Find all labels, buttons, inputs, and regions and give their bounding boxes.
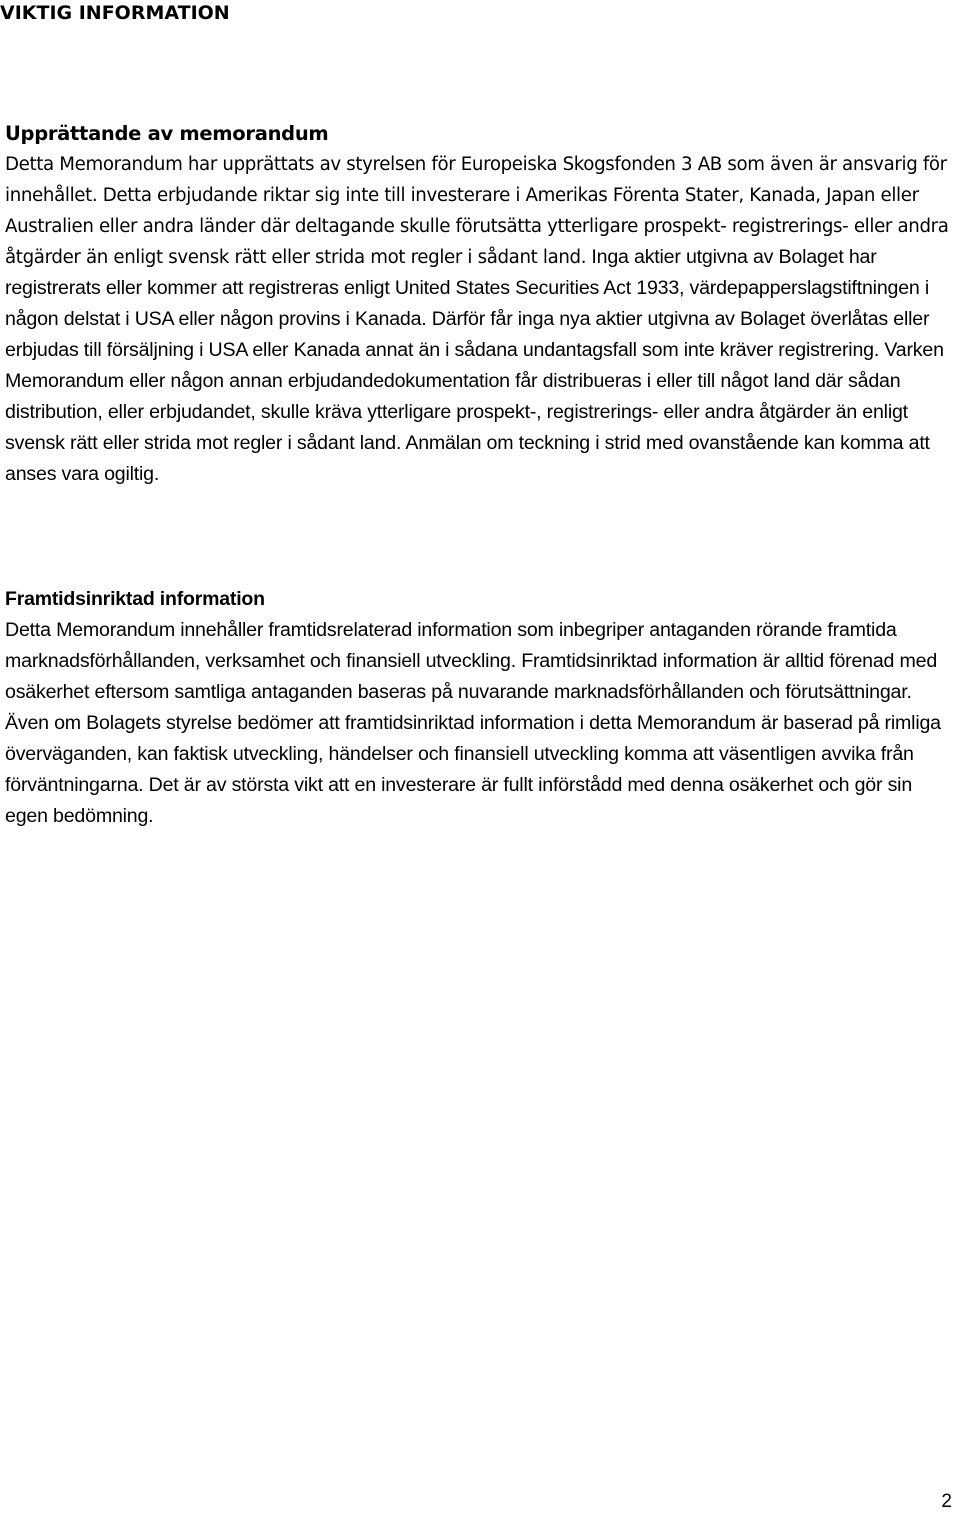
section-memorandum xyxy=(5,118,957,490)
page-number: 2 xyxy=(941,1491,952,1512)
body-text-part-1: Detta Memorandum har upprättats av styrelsen för Europeiska Skogsfonden 3 AB som även är ansvarig för innehållet. Detta erbjudande riktar sig inte till investerare i Amerikas Förenta Stater, Kanada, Japan eller Australien eller andra länder där deltagande skulle förutsätta ytterligare prospekt- registrerings- eller andra åtgärder än enligt svensk rätt eller strida mot regler i sådant land. xyxy=(5,154,949,268)
section-forward-looking xyxy=(5,584,957,832)
section-body: Detta Memorandum innehåller framtidsrelaterad information som inbegriper antaganden rörande framtida marknadsförhållanden, verksamhet och finansiell utveckling. Framtidsinriktad information är alltid förenad med osäkerhet eftersom samtliga antaganden baseras på nuvarande marknadsförhållanden och förutsättningar. Även om Bolagets styrelse bedömer att framtidsinriktad information i detta Memorandum är baserad på rimliga överväganden, kan faktisk utveckling, händelser och finansiell utveckling komma att väsentligen avvika från förväntningarna. Det är av största vikt att en investerare är fullt införstådd med denna osäkerhet och gör sin egen bedömning. xyxy=(5,619,941,827)
section-heading: Framtidsinriktad information xyxy=(5,588,265,610)
section-body xyxy=(5,149,957,490)
section-heading: Upprättande av memorandum xyxy=(5,122,329,145)
page-title: VIKTIG INFORMATION xyxy=(0,2,230,24)
body-text-part-2: Inga aktier utgivna av Bolaget har registrerats eller kommer att registreras enligt United States Securities Act 1933, värdepapperslagstiftningen i någon delstat i USA eller någon provins i Kanada. Därför får inga nya aktier utgivna av Bolaget överlåtas eller erbjudas till försäljning i USA eller Kanada annat än i sådana undantagsfall som inte kräver registrering. Varken Memorandum eller någon annan erbjudandedokumentation får distribueras i eller till något land där sådan distribution, eller erbjudandet, skulle kräva ytterligare prospekt-, registrerings- eller andra åtgärder än enligt svensk rätt eller strida mot regler i sådant land. Anmälan om teckning i strid med ovanstående kan komma att anses vara ogiltig. xyxy=(5,246,944,485)
